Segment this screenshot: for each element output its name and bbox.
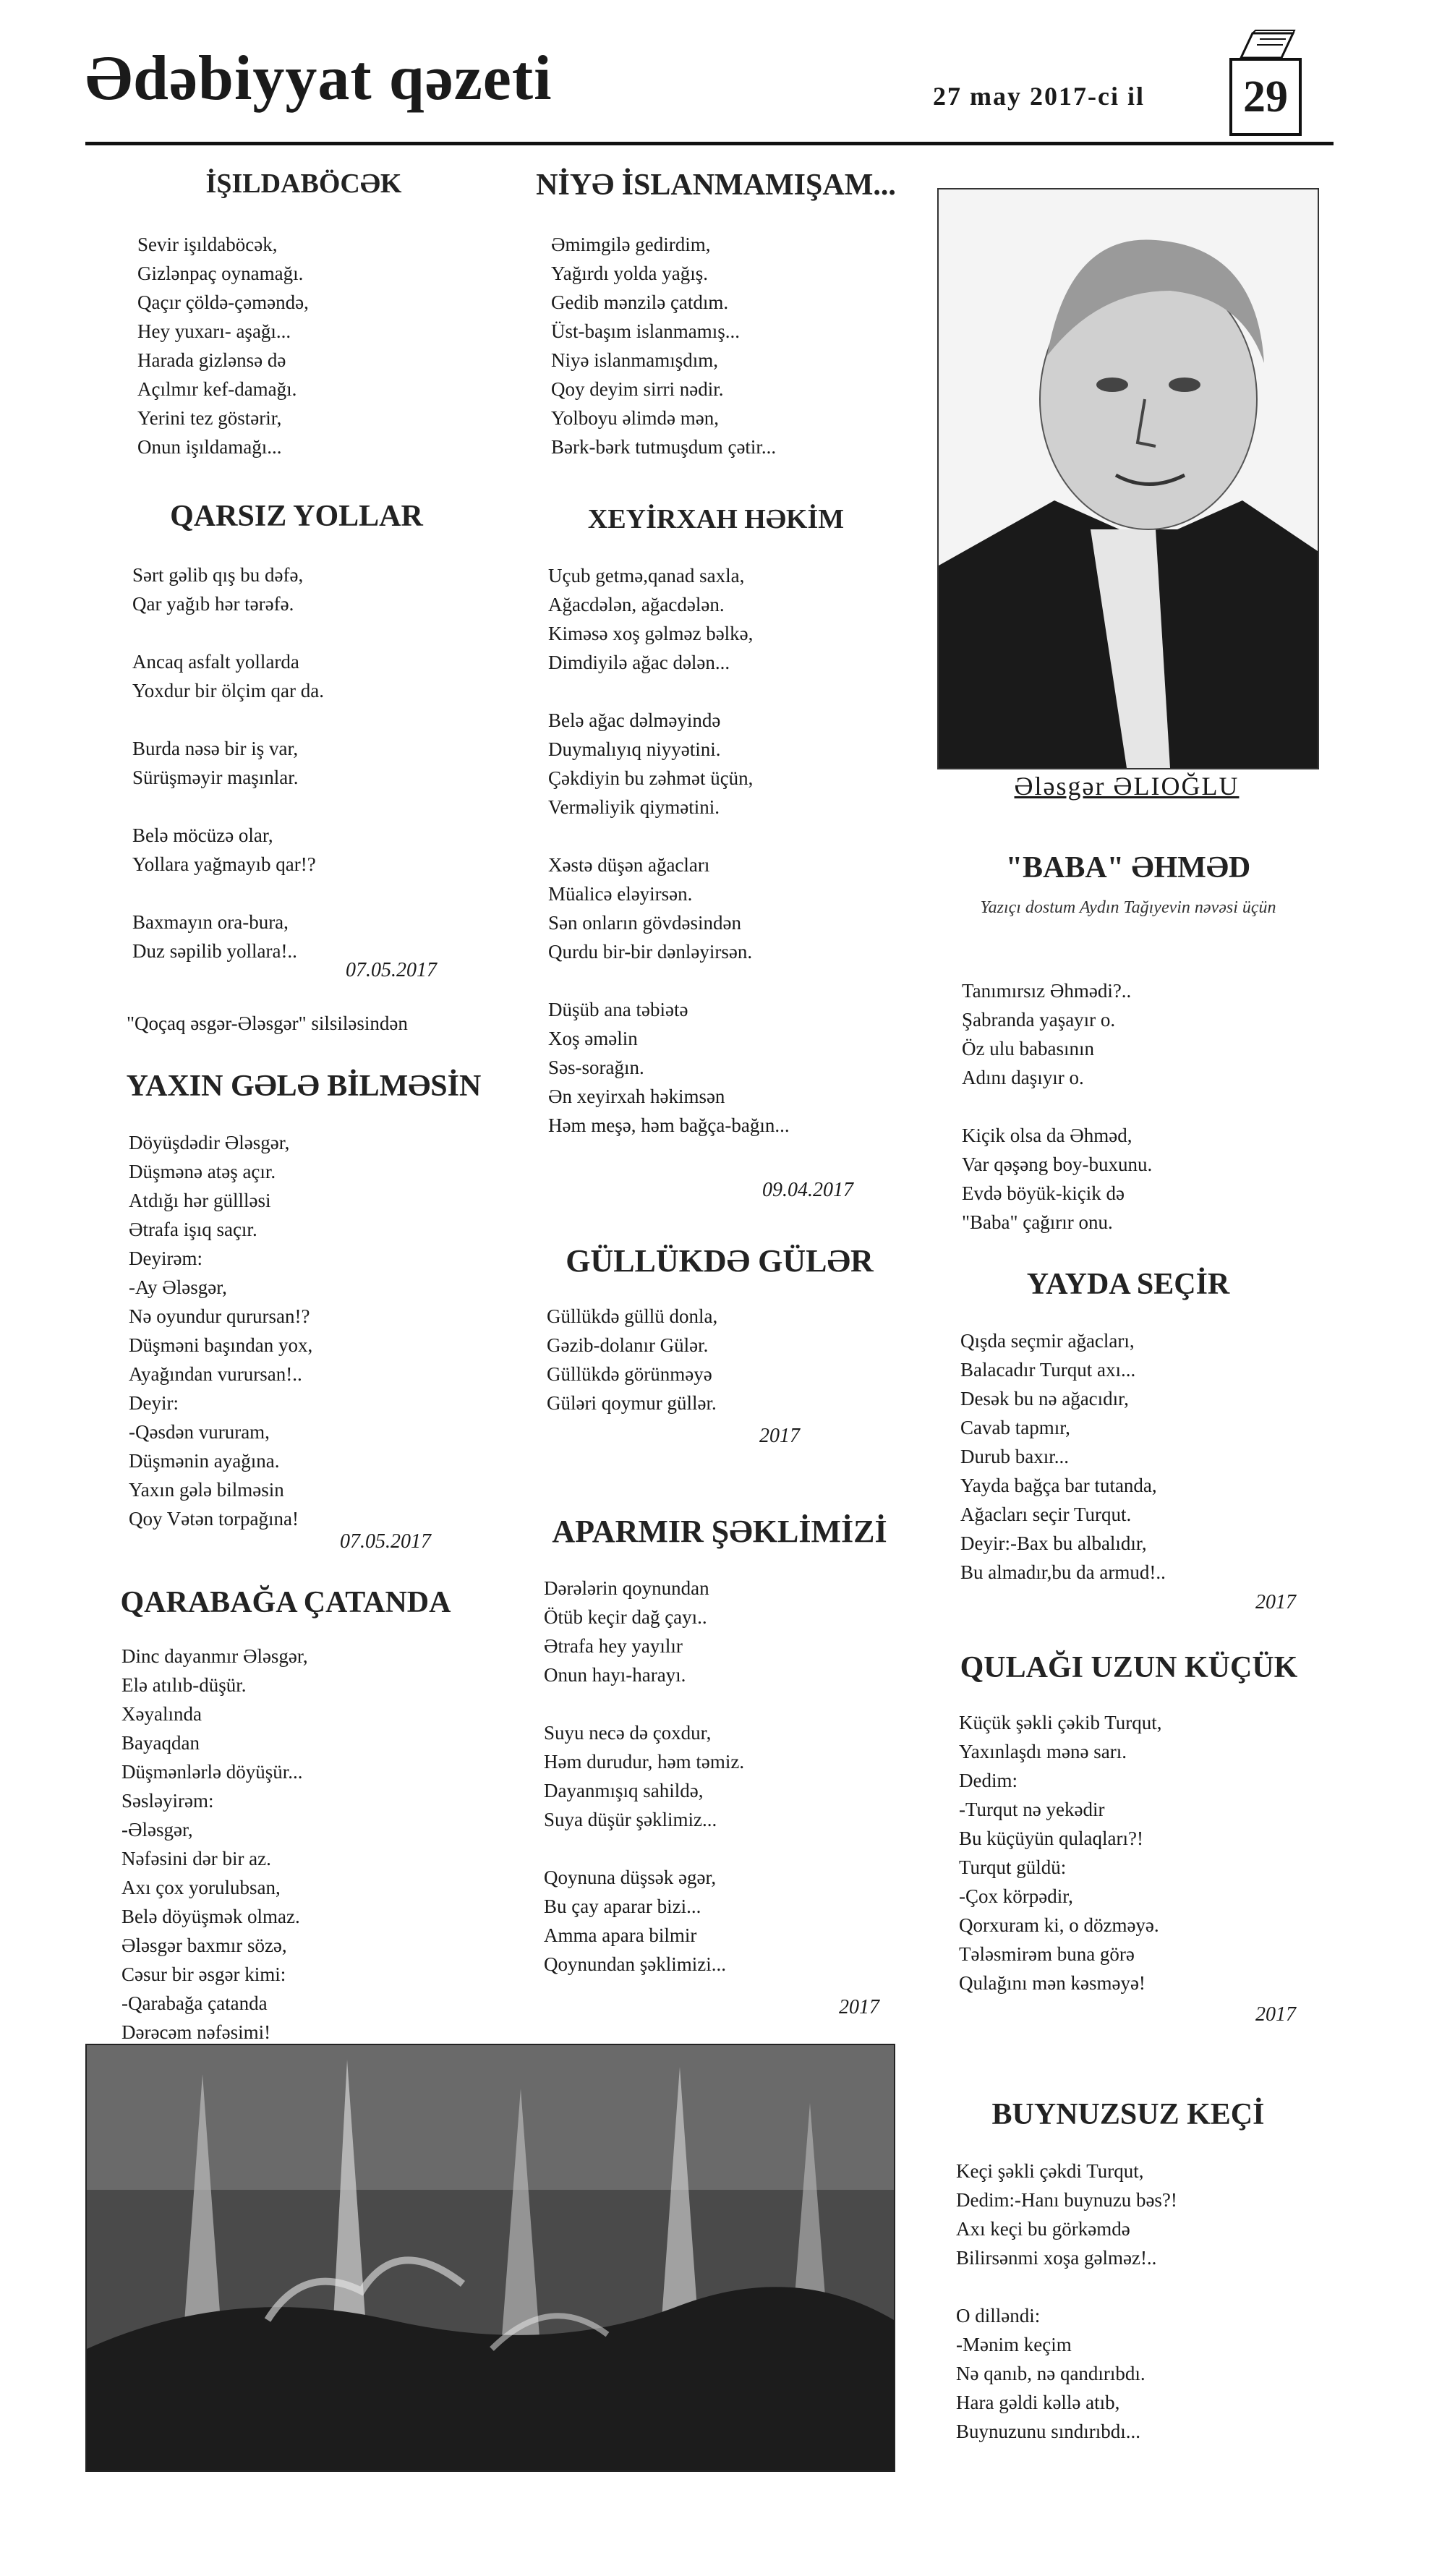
poem-text: Sevir işıldaböcək, Gizlənpaç oynamağı. Qaçır çöldə-çəməndə, Hey yuxarı- aşağı... Harada gizlənsə də Açılmır kef-damağı. Yerini tez göstərir, Onun işıldamağı...: [137, 234, 309, 458]
poem-title: QARSIZ YOLLAR: [170, 500, 423, 533]
poem-title: XEYİRXAH HƏKİM: [587, 504, 845, 534]
book-icon: [1238, 29, 1296, 61]
poem-text: Güllükdə güllü donla, Gəzib-dolanır Gülər. Güllükdə görünməyə Güləri qoymur güllər.: [547, 1305, 718, 1414]
issue-date: 27 may 2017-ci il: [933, 82, 1145, 111]
poem-text: Keçi şəkli çəkdi Turqut, Dedim:-Hanı buynuzu bəs?! Axı keçi bu görkəmdə Bilirsənmi xoşa gəlməz!.. O dilləndi: -Mənim keçim Nə qanıb, nə qandırıbdı. Hara gəldi kəllə atıb, Buynuzunu sındırıbdı...: [956, 2160, 1177, 2442]
poem-title: QARABAĞA ÇATANDA: [120, 1586, 451, 1619]
poem-title: QULAĞI UZUN KÜÇÜK: [960, 1651, 1298, 1684]
poem-text: Dinc dayanmır Ələsgər, Elə atılıb-düşür. Xəyalında Bayaqdan Düşmənlərlə döyüşür... Səsləyirəm: -Ələsgər, Nəfəsini dər bir az. Axı çox yorulubsan, Belə döyüşmək olmaz. Ələsgər baxmır sözə, Cəsur bir əsgər kimi: -Qarabağa çatanda Dərəcəm nəfəsimi!: [121, 1645, 308, 2043]
poem-date: 07.05.2017: [346, 959, 437, 981]
poem-text: Küçük şəkli çəkib Turqut, Yaxınlaşdı mənə sarı. Dedim: -Turqut nə yekədir Bu küçüyün qulaqları?! Turqut güldü: -Çox körpədir, Qorxuram ki, o dözməyə. Tələsmirəm buna görə Qulağını mən kəsməyə!: [959, 1712, 1162, 1994]
series-note: "Qoçaq əsgər-Ələsgər" silsiləsindən: [127, 1012, 408, 1034]
poem-text: Uçub getmə,qanad saxla, Ağacdələn, ağacdələn. Kiməsə xoş gəlməz bəlkə, Dimdiyilə ağac dələn... Belə ağac dəlməyində Duymalıyıq niyyətini. Çəkdiyin bu zəhmət üçün, Verməliyik qiymətini. Xəstə düşən ağacları Müalicə eləyirsən. Sən onların gövdəsindən Qurdu bir-bir dənləyirsən. Düşüb ana təbiətə Xoş əməlin Səs-sorağın. Ən xeyirxah həkimsən Həm meşə, həm bağça-bağın...: [548, 565, 790, 1136]
author-name: Ələsgər ƏLIOĞLU: [1014, 772, 1240, 801]
page-number: 29: [1229, 58, 1302, 136]
poem-date: 2017: [839, 1996, 879, 2018]
poem-text: Dərələrin qoynundan Ötüb keçir dağ çayı.. Ətrafa hey yayılır Onun hayı-harayı. Suyu necə də çoxdur, Həm durudur, həm təmiz. Dayanmışıq sahildə, Suya düşür şəklimiz... Qoynuna düşsək əgər, Bu çay aparar bizi... Amma apara bilmir Qoynundan şəklimizi...: [544, 1577, 745, 1975]
poem-title: YAYDA SEÇİR: [1026, 1268, 1230, 1301]
poem-date: 07.05.2017: [340, 1530, 431, 1553]
painting-illustration: [85, 2044, 895, 2472]
poem-title: İŞILDABÖCƏK: [205, 169, 402, 199]
poem-title: BUYNUZSUZ KEÇİ: [991, 2098, 1265, 2131]
poem-text: Əmimgilə gedirdim, Yağırdı yolda yağış. Gedib mənzilə çatdım. Üst-başım islanmamış... Niyə islanmamışdım, Qoy deyim sirri nədir. Yolboyu əlimdə mən, Bərk-bərk tutmuşdum çətir...: [551, 234, 777, 458]
poem-dedication: Yazıçı dostum Aydın Tağıyevin nəvəsi üçün: [980, 898, 1276, 917]
poem-date: 2017: [759, 1425, 800, 1447]
masthead: Ədəbiyyat qəzeti: [85, 43, 553, 114]
poem-title: APARMIR ŞƏKLİMİZİ: [552, 1514, 887, 1549]
poem-title: GÜLLÜKDƏ GÜLƏR: [566, 1243, 874, 1279]
poem-title: "BABA" ƏHMƏD: [1005, 851, 1251, 884]
poem-text: Qışda seçmir ağacları, Balacadır Turqut axı... Desək bu nə ağacıdır, Cavab tapmır, Durub baxır... Yayda bağça bar tutanda, Ağacları seçir Turqut. Deyir:-Bax bu albalıdır, Bu almadır,bu da armud!..: [960, 1330, 1166, 1583]
poem-date: 2017: [1255, 2003, 1296, 2026]
poem-date: 2017: [1255, 1591, 1296, 1613]
poem-title: YAXIN GƏLƏ BİLMƏSİN: [126, 1070, 482, 1103]
poem-text: Döyüşdədir Ələsgər, Düşmənə atəş açır. Atdığı hər güllləsi Ətrafa işıq saçır. Deyirəm: -Ay Ələsgər, Nə oyundur qurursan!? Düşməni başından yox, Ayağından vurursan!.. Deyir: -Qəsdən vururam, Düşmənin ayağına. Yaxın gələ bilməsin Qoy Vətən torpağına!: [129, 1132, 313, 1530]
author-photo: [937, 188, 1319, 769]
poem-date: 09.04.2017: [762, 1179, 853, 1201]
poem-title: NİYƏ İSLANMAMIŞAM...: [536, 169, 896, 202]
header-rule: [85, 142, 1334, 145]
poem-text: Tanımırsız Əhmədi?.. Şabranda yaşayır o. Öz ulu babasının Adını daşıyır o. Kiçik olsa da Əhməd, Var qəşəng boy-buxunu. Evdə böyük-kiçik də "Baba" çağırır onu.: [962, 980, 1153, 1233]
poem-text: Sərt gəlib qış bu dəfə, Qar yağıb hər tərəfə. Ancaq asfalt yollarda Yoxdur bir ölçim qar da. Burda nəsə bir iş var, Sürüşməyir maşınlar. Belə möcüzə olar, Yollara yağmayıb qar!? Baxmayın ora-bura, Duz səpilib yollara!..: [132, 564, 324, 962]
